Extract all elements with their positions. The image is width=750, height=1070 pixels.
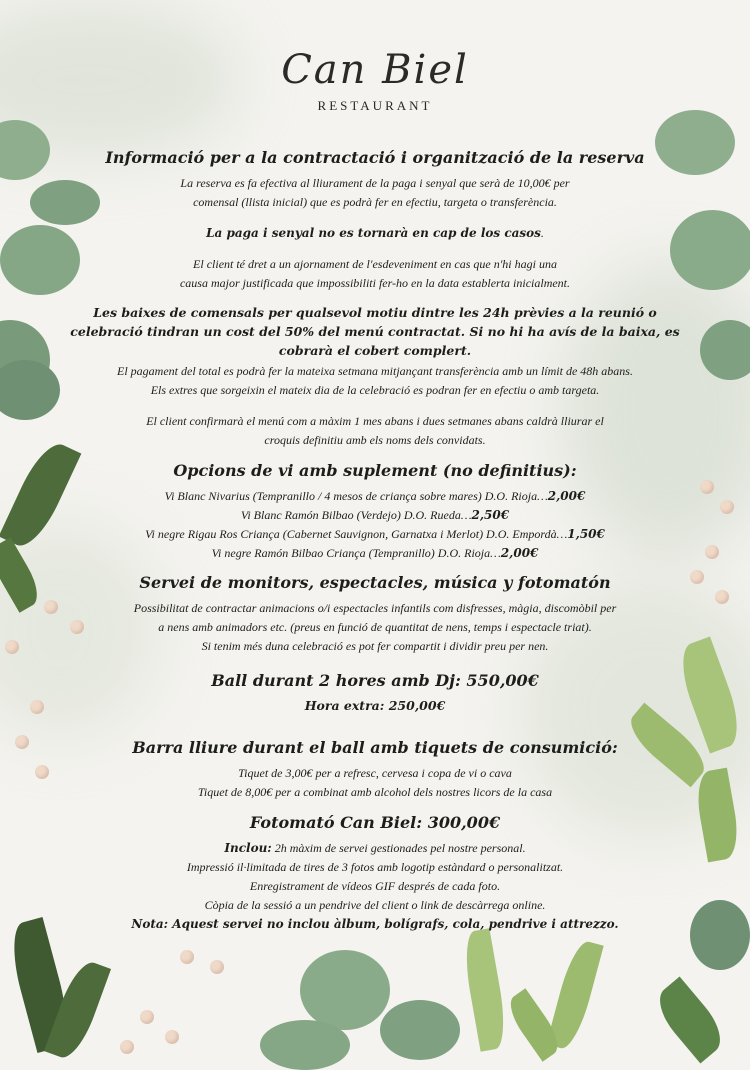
text-line: Impressió il·limitada de tires de 3 fotos amb logotip estàndard o personalitzat. [186, 860, 564, 874]
photo-text [0, 839, 750, 934]
reservation-p6 [0, 412, 750, 450]
reservation-p1 [0, 174, 750, 212]
reservation-p2: La paga i senyal no es tornarà en cap de los casos. [206, 226, 544, 240]
monitors-section [0, 572, 750, 594]
dj-extra-hour: Hora extra: 250,00€ [304, 698, 446, 713]
text-line: a nens amb animadors etc. (preus en funció de quantitat de nens, temps i espectacle triat). [158, 620, 592, 634]
wine-list [0, 487, 750, 563]
text-line: La reserva es fa efectiva al lliurament de la paga i senyal que serà de 10,00€ per [180, 176, 570, 190]
wine-item: Vi Blanc Nivarius (Tempranillo / 4 mesos de criança sobre mares) D.O. Rioja…2,00€ [164, 489, 586, 503]
logo-script: Can Biel [281, 47, 469, 93]
reservation-p3 [0, 255, 750, 293]
text-line: Tiquet de 8,00€ per a combinat amb alcohol dels nostres licors de la casa [197, 785, 553, 799]
logo-subtitle: RESTAURANT [317, 98, 433, 113]
text-line: Còpia de la sessió a un pendrive del client o link de descàrrega online. [204, 898, 546, 912]
wine-section [0, 460, 750, 482]
text-line: Si tenim més duna celebració es pot fer compartit i dividir preu per nen. [201, 639, 549, 653]
wine-item: Vi negre Ramón Bilbao Criança (Tempranillo) D.O. Rioja…2,00€ [211, 546, 539, 560]
bar-section [0, 737, 750, 759]
dj-title: Ball durant 2 hores amb Dj: 550,00€ [211, 671, 539, 690]
text-line: celebració tindran un cost del 50% del menú contractat. Si no hi ha avís de la baixa, es [70, 324, 680, 339]
text-line: El client confirmarà el menú com a màxim 1 mes abans i dues setmanes abans caldrà lliurar el [146, 414, 604, 428]
photo-note: Nota: Aquest servei no inclou àlbum, bolígrafs, cola, pendrive i attrezzo. [131, 917, 619, 931]
text-line: Els extres que sorgeixin el mateix dia de la celebració es podran fer en efectiu o amb targeta. [150, 383, 600, 397]
monitors-text [0, 599, 750, 656]
photo-section [0, 812, 750, 834]
text-line: El client té dret a un ajornament de l'esdeveniment en cas que n'hi hagi una [193, 257, 557, 271]
deposit-note: La paga i senyal no es tornarà en cap de los casos [206, 226, 541, 240]
text-line: Enregistrament de vídeos GIF després de cada foto. [249, 879, 501, 893]
text-line: croquis definitiu amb els noms dels convidats. [264, 433, 486, 447]
reservation-p4 [0, 303, 750, 360]
wine-item: Vi Blanc Ramón Bilbao (Verdejo) D.O. Rueda…2,50€ [240, 508, 510, 522]
text-line: causa major justificada que impossibiliti fer-ho en la data establerta inicialment. [179, 276, 571, 290]
monitors-title: Servei de monitors, espectacles, música y fotomatón [139, 573, 611, 592]
include-line: Inclou: 2h màxim de servei gestionades pel nostre personal. [224, 841, 526, 855]
bar-text [0, 764, 750, 802]
reservation-section [0, 147, 750, 169]
text-line: Tiquet de 3,00€ per a refresc, cervesa i copa de vi o cava [238, 766, 512, 780]
wine-item: Vi negre Rigau Ros Criança (Cabernet Sauvignon, Garnatxa i Merlot) D.O. Empordà…1,50€ [145, 527, 605, 541]
text-line: comensal (llista inicial) que es podrà fer en efectiu, targeta o transferència. [193, 195, 557, 209]
text-line: Les baixes de comensals per qualsevol motiu dintre les 24h prèvies a la reunió o [93, 305, 657, 320]
restaurant-logo [0, 48, 750, 114]
text-line: cobrarà el cobert complert. [278, 343, 472, 358]
dj-section [0, 670, 750, 692]
photo-title: Fotomató Can Biel: 300,00€ [249, 813, 501, 832]
wine-title: Opcions de vi amb suplement (no definitius): [173, 461, 577, 480]
text-line: El pagament del total es podrà fer la mateixa setmana mitjançant transferència amb un límit de 48h abans. [117, 364, 633, 378]
text-line: Possibilitat de contractar animacions o/i espectacles infantils com disfresses, màgia, discomòbil per [133, 601, 617, 615]
reservation-p5 [0, 362, 750, 400]
reservation-title: Informació per a la contractació i organització de la reserva [105, 148, 645, 167]
dj-extra [0, 696, 750, 715]
bar-title: Barra lliure durant el ball amb tiquets de consumició: [132, 738, 618, 757]
